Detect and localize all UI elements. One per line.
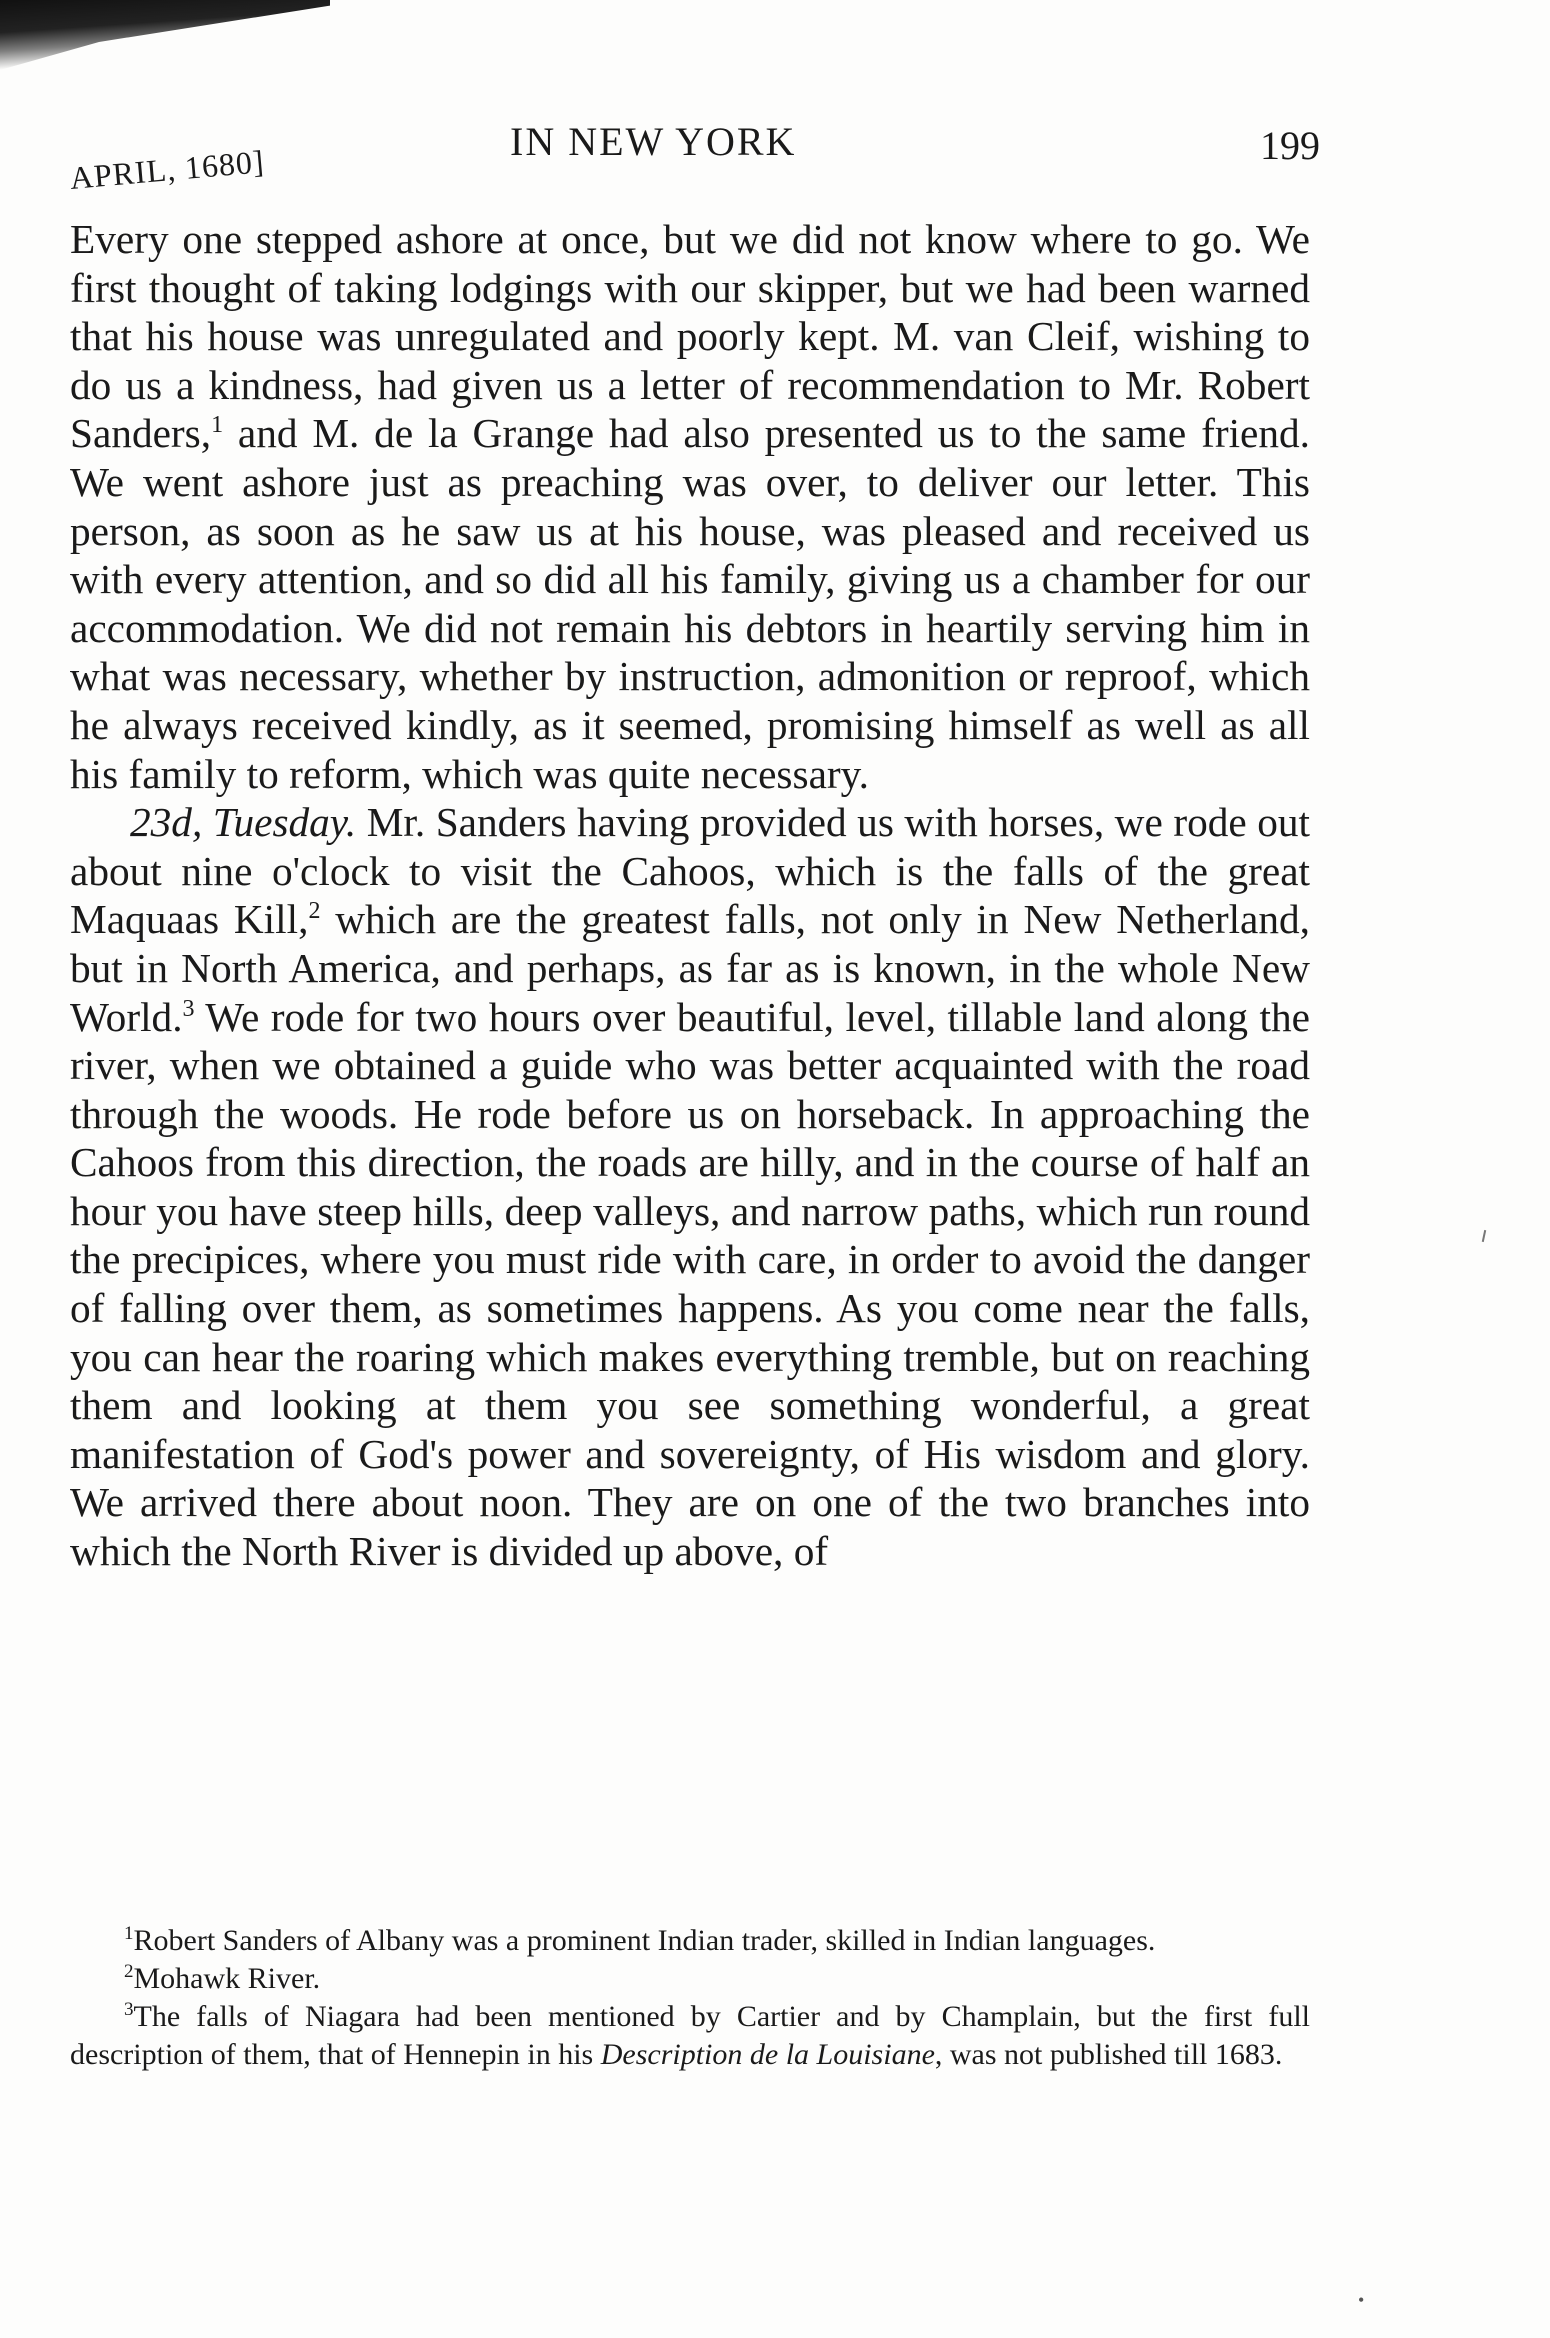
paragraph-1-continued: and M. de la Grange had also presented us to the same friend. We went ashore just as preaching was over, to deliver our letter. This person, as soon as he saw us at his house, was pleased and received us with every attention, and so did all his family, giving us a chamber for our accommodation. We did not remain his debtors in heartily serving him in what was necessary, whether by instruction, admonition or reproof, which he always received kindly, as it seemed, promising himself as well as all his family to reform, which was quite necessary. xyxy=(70,410,1310,797)
footnote-2 xyxy=(70,1960,1310,1998)
stray-mark: • xyxy=(1358,2290,1365,2310)
entry-date: 23d, Tuesday. xyxy=(130,799,357,846)
footnote-3-text-b: , was not published till 1683. xyxy=(934,2038,1283,2071)
footnote-3 xyxy=(70,1998,1310,2074)
footnotes xyxy=(70,1922,1310,2074)
paragraph-1 xyxy=(70,215,1310,798)
paragraph-1-text: Every one stepped ashore at once, but we did not know where to go. We first thought of taking lodgings with our skipper, but we had been warned that his house was unregulated and poorly kept. M. van Cleif, wishing to do us a kindness, had given us a letter of recommendation to Mr. Robert Sanders, xyxy=(70,216,1310,457)
page-number: 199 xyxy=(1260,123,1320,168)
scan-smudge xyxy=(0,0,330,70)
running-head-title: IN NEW YORK xyxy=(510,119,797,164)
running-head xyxy=(60,118,1320,196)
body-text xyxy=(70,215,1310,1576)
paragraph-2-text-c: We rode for two hours over beautiful, level, tillable land along the river, when we obtained a guide who was better acquainted with the road through the woods. He rode before us on horseback. In approaching the Cahoos from this direction, the roads are hilly, and in the course of half an hour you have steep hills, deep valleys, and narrow paths, which run round the precipices, where you must ride with care, in order to avoid the danger of falling over them, as sometimes happens. As you come near the falls, you can hear the roaring which makes everything tremble, but on reaching them and looking at them you see something wonderful, a great manifestation of God's power and sovereignty, of His wisdom and glory. We arrived there about noon. They are on one of the two branches into which the North River is divided up above, of xyxy=(70,993,1310,1575)
paragraph-2-text-b: which are the greatest falls, not only in New Netherland, but in North America, and perhaps, as far as is known, in the whole New World. xyxy=(70,896,1310,1040)
footnote-1-text: Robert Sanders of Albany was a prominent Indian trader, skilled in Indian languages. xyxy=(133,1924,1156,1957)
footnote-ref-2: 2 xyxy=(308,898,321,925)
footnote-2-text: Mohawk River. xyxy=(133,1962,321,1995)
footnote-1 xyxy=(70,1922,1310,1960)
footnote-3-text-a: The falls of Niagara had been mentioned by Cartier and by Champlain, but the first full description of them, that of Hennepin in his xyxy=(70,2000,1310,2071)
footnote-ref-3: 3 xyxy=(182,995,195,1022)
footnote-ref-1: 1 xyxy=(211,412,224,439)
margin-mark xyxy=(1482,1230,1486,1242)
footnote-2-mark: 2 xyxy=(124,1961,134,1982)
footnote-3-book-title: Description de la Louisiane xyxy=(600,2038,935,2071)
paragraph-2-text-a: Mr. Sanders having provided us with horses, we rode out about nine o'clock to visit the Cahoos, which is the falls of the great Maquaas Kill, xyxy=(70,799,1310,943)
footnote-1-mark: 1 xyxy=(124,1923,134,1944)
running-head-date: APRIL, 1680] xyxy=(68,143,266,196)
paragraph-2 xyxy=(70,798,1310,1576)
footnote-3-mark: 3 xyxy=(124,1999,134,2020)
